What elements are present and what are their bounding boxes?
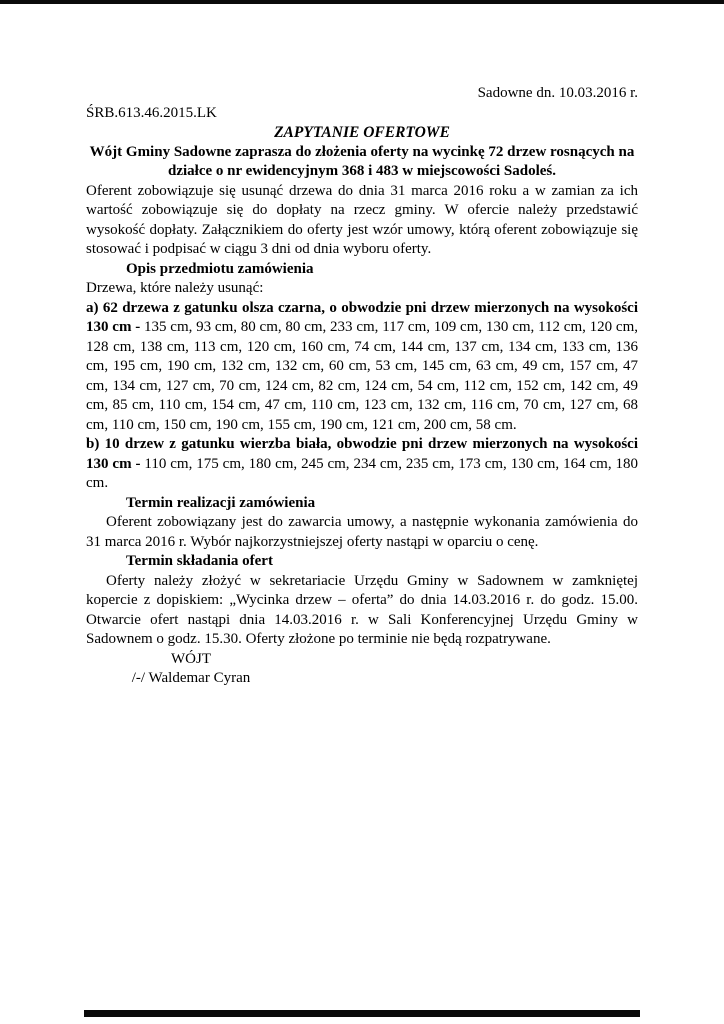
section-heading-deadline-execution: Termin realizacji zamówienia — [126, 494, 316, 511]
intro-paragraph: Wójt Gminy Sadowne zaprasza do złożenia oferty na wycinkę 72 drzew rosnących na działce o nr ewidencyjnym 368 i 483 w miejscowości Sadoleś. — [89, 143, 635, 179]
paragraph-obligations: Oferent zobowiązuje się usunąć drzewa do dnia 31 marca 2016 roku a w zamian za ich wartość zobowiązuje się do dopłaty na rzecz gminy. W ofercie należy przedstawić wysokość dopłaty. Załącznikiem do oferty jest wzór umowy, którą oferent zobowiązuje się stosować i podpisać w ciągu 3 dni od dnia wyboru oferty. — [86, 182, 638, 257]
trees-intro-line: Drzewa, które należy usunąć: — [86, 280, 264, 296]
list-item-b-lead: b) 10 drzew z gatunku wierzba biała, obwodzie pni drzew mierzonych na wysokości 130 cm - — [86, 436, 638, 472]
list-item-a-values: 135 cm, 93 cm, 80 cm, 80 cm, 233 cm, 117 cm, 109 cm, 130 cm, 112 cm, 120 cm, 128 cm, 138 cm, 113 cm, 120 cm, 160 cm, 74 cm, 144 cm, 137 cm, 134 cm, 133 cm, 136 cm, 195 cm, 190 cm, 132 cm, 132 cm, 60 cm, 53 cm, 145 cm, 63 cm, 49 cm, 157 cm, 47 cm, 134 cm, 127 cm, 70 cm, 124 cm, 82 cm, 124 cm, 54 cm, 112 cm, 152 cm, 142 cm, 49 cm, 85 cm, 110 cm, 154 cm, 47 cm, 110 cm, 123 cm, 132 cm, 116 cm, 70 cm, 127 cm, 68 cm, 110 cm, 150 cm, 190 cm, 155 cm, 190 cm, 121 cm, 200 cm, 58 cm. — [86, 319, 638, 433]
reference-number: ŚRB.613.46.2015.LK — [86, 104, 217, 121]
date-line: Sadowne dn. 10.03.2016 r. — [477, 85, 638, 101]
list-item-a — [86, 299, 638, 436]
signature-title: WÓJT — [171, 650, 211, 667]
list-item-b-values: 110 cm, 175 cm, 180 cm, 245 cm, 234 cm, 235 cm, 173 cm, 130 cm, 164 cm, 180 cm. — [86, 455, 638, 491]
document-title: ZAPYTANIE OFERTOWE — [274, 124, 450, 141]
section-heading-subject: Opis przedmiotu zamówienia — [126, 260, 314, 277]
list-item-b — [86, 435, 638, 494]
scan-artifact-top — [0, 0, 724, 4]
document-content — [86, 84, 638, 689]
paragraph-deadline-execution: Oferent zobowiązany jest do zawarcia umowy, a następnie wykonania zamówienia do 31 marca 2016 r. Wybór najkorzystniejszej oferty nastąpi w oparciu o cenę. — [86, 514, 638, 550]
list-item-a-lead: a) 62 drzewa z gatunku olsza czarna, o obwodzie pni drzew mierzonych na wysokości 130 cm - — [86, 299, 638, 335]
signature-name: /-/ Waldemar Cyran — [131, 670, 251, 686]
signature-block — [86, 650, 296, 689]
paragraph-deadline-offers: Oferty należy złożyć w sekretariacie Urzędu Gminy w Sadownem w zamkniętej kopercie z dopiskiem: „Wycinka drzew – oferta” do dnia 14.03.2016 r. do godz. 15.00. Otwarcie ofert nastąpi dnia 14.03.2016 r. w Sali Konferencyjnej Urzędu Gminy w Sadownem o godz. 15.30. Oferty złożone po terminie nie będą rozpatrywane. — [86, 572, 638, 647]
section-heading-deadline-offers: Termin składania ofert — [126, 553, 273, 569]
scan-artifact-bottom — [84, 1010, 640, 1017]
